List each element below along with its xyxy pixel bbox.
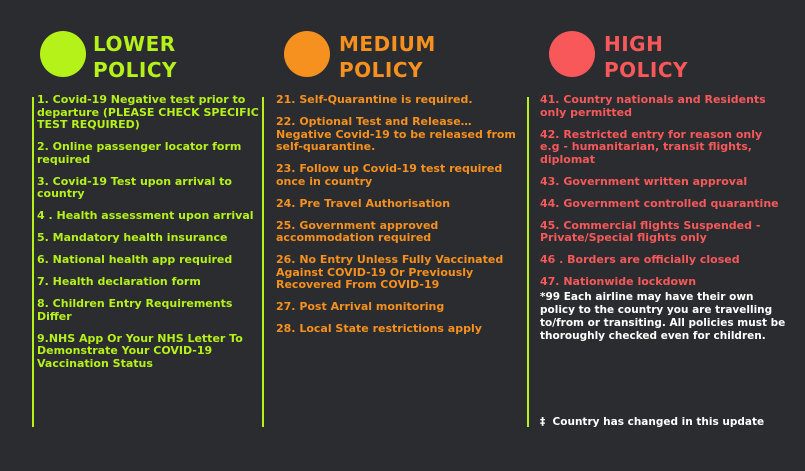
list-item: 21. Self-Quarantine is required. bbox=[276, 93, 473, 106]
list-item: 46 . Borders are officially closed bbox=[540, 253, 740, 266]
high-policy-title bbox=[604, 31, 688, 83]
list-item: 7. Health declaration form bbox=[37, 275, 201, 288]
list-item: 42. Restricted entry for reason only e.g - humanitarian, transit flights, diplomat bbox=[540, 127, 763, 166]
list-item: 27. Post Arrival monitoring bbox=[276, 300, 445, 313]
high-divider bbox=[527, 97, 529, 427]
list-item: 24. Pre Travel Authorisation bbox=[276, 196, 451, 210]
lower-policy-list bbox=[37, 94, 259, 380]
high-policy-dot bbox=[549, 31, 595, 77]
lower-policy-dot bbox=[40, 31, 86, 77]
medium-policy-list bbox=[276, 94, 516, 345]
list-item: 23. Follow up Covid-19 test required once in country bbox=[276, 162, 503, 188]
list-item: 44. Government controlled quarantine bbox=[540, 196, 779, 210]
list-item: 1. Covid-19 Negative test prior to departure (PLEASE CHECK SPECIFIC TEST REQUIRED) bbox=[37, 93, 259, 131]
list-item: 25. Government approved accommodation required bbox=[276, 218, 439, 244]
medium-policy-title bbox=[339, 31, 436, 83]
list-item: 6. National health app required bbox=[37, 253, 233, 266]
lower-title-line1: LOWER bbox=[93, 32, 176, 56]
list-item: 9.NHS App Or Your NHS Letter To Demonstrate Your COVID-19 Vaccination Status bbox=[37, 331, 243, 370]
list-item: 47. Nationwide lockdown bbox=[540, 275, 697, 288]
list-item: 28. Local State restrictions apply bbox=[276, 322, 482, 335]
list-item: 8. Children Entry Requirements Differ bbox=[37, 297, 233, 323]
high-policy-list bbox=[540, 94, 785, 298]
list-item: 26. No Entry Unless Fully Vaccinated Against COVID-19 Or Previously Recovered From COVID-19 bbox=[276, 253, 504, 291]
update-legend: ‡ Country has changed in this update bbox=[540, 416, 765, 428]
lower-policy-title bbox=[93, 31, 177, 83]
medium-policy-dot bbox=[284, 31, 330, 77]
medium-title-line2: POLICY bbox=[339, 58, 424, 82]
list-item: 41. Country nationals and Residents only permitted bbox=[540, 93, 766, 119]
airline-policy-note: *99 Each airline may have their own policy to the country you are travelling to/from or transiting. All policies must be thoroughly checked even for children. bbox=[540, 291, 786, 342]
list-item: 43. Government written approval bbox=[540, 174, 748, 188]
medium-divider bbox=[262, 97, 264, 427]
list-item: 4 . Health assessment upon arrival bbox=[37, 209, 254, 222]
medium-title-line1: MEDIUM bbox=[339, 32, 436, 56]
list-item: 3. Covid-19 Test upon arrival to country bbox=[37, 174, 232, 200]
lower-title-line2: POLICY bbox=[93, 58, 178, 82]
high-title-line1: HIGH bbox=[604, 32, 664, 56]
list-item: 45. Commercial flights Suspended - Private/Special flights only bbox=[540, 218, 761, 244]
list-item: 5. Mandatory health insurance bbox=[37, 231, 228, 244]
lower-divider bbox=[32, 97, 34, 427]
high-title-line2: POLICY bbox=[604, 58, 689, 82]
list-item: 22. Optional Test and Release… Negative Covid-19 to be released from self-quarantine. bbox=[276, 115, 516, 153]
list-item: 2. Online passenger locator form required bbox=[37, 140, 242, 166]
